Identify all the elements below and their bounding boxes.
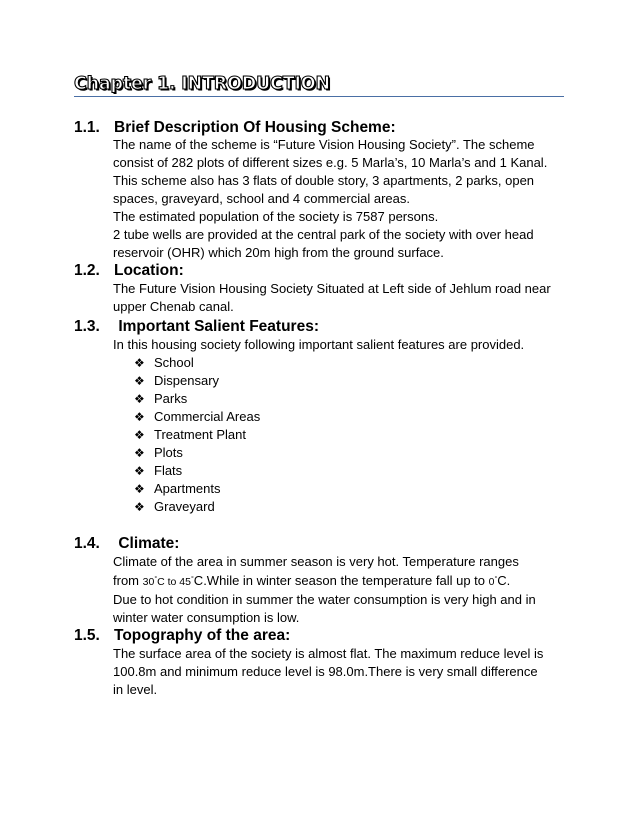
section-title: Important Salient Features: xyxy=(118,318,319,335)
list-item-label: Graveyard xyxy=(154,499,215,514)
temperature-line xyxy=(113,571,573,591)
temp-unit: C xyxy=(193,573,204,588)
temp-unit: C xyxy=(497,573,507,588)
temp-low: 30 xyxy=(142,576,155,588)
list-item-label: Flats xyxy=(154,463,183,478)
temp-winter-value: 0 xyxy=(488,576,495,588)
list-item-label: Apartments xyxy=(154,481,221,496)
body-line: Due to hot condition in summer the water consumption is very high and in xyxy=(113,592,536,607)
temp-winter-text: .While in winter season the temperature fall up to xyxy=(203,573,489,588)
body-line: upper Chenab canal. xyxy=(113,299,234,314)
section-title: Climate: xyxy=(118,535,180,552)
body-line: 2 tube wells are provided at the central park of the society with over head xyxy=(113,227,534,242)
diamond-bullet-icon: ❖ xyxy=(134,410,145,424)
section-number: 1.4. xyxy=(74,535,100,552)
section-heading-1-2 xyxy=(74,262,184,280)
section-number: 1.5. xyxy=(74,627,100,644)
features-list xyxy=(134,354,260,516)
period: . xyxy=(506,573,511,588)
body-line: 100.8m and minimum reduce level is 98.0m.There is very small difference xyxy=(113,664,538,679)
list-item xyxy=(134,498,260,516)
body-line: In this housing society following important salient features are provided. xyxy=(113,337,525,352)
section-body-1-5 xyxy=(113,645,573,699)
body-line: This scheme also has 3 flats of double story, 3 apartments, 2 parks, open xyxy=(113,173,535,188)
section-heading-1-1 xyxy=(74,119,396,137)
list-item-label: School xyxy=(154,355,194,370)
section-body-1-3 xyxy=(113,336,573,354)
list-item xyxy=(134,480,260,498)
body-line: in level. xyxy=(113,682,158,697)
section-body-1-4 xyxy=(113,553,573,627)
degree-symbol: ° xyxy=(154,576,158,583)
title-rule xyxy=(74,96,564,97)
temp-range-text: C to 45 xyxy=(157,576,191,588)
section-title: Topography of the area: xyxy=(114,627,291,644)
section-title: Location: xyxy=(114,262,184,279)
list-item-label: Plots xyxy=(154,445,183,460)
section-number: 1.3. xyxy=(74,318,100,335)
list-item xyxy=(134,462,260,480)
degree-symbol: ° xyxy=(494,576,498,583)
list-item-label: Commercial Areas xyxy=(154,409,261,424)
list-item-label: Parks xyxy=(154,391,188,406)
list-item xyxy=(134,390,260,408)
diamond-bullet-icon: ❖ xyxy=(134,464,145,478)
section-heading-1-4 xyxy=(74,535,179,553)
diamond-bullet-icon: ❖ xyxy=(134,374,145,388)
chapter-title: Chapter 1. INTRODUCTION xyxy=(74,74,330,94)
section-heading-1-5 xyxy=(74,627,290,645)
body-line: winter water consumption is low. xyxy=(113,610,300,625)
diamond-bullet-icon: ❖ xyxy=(134,356,145,370)
section-body-1-2 xyxy=(113,280,573,316)
section-number: 1.2. xyxy=(74,262,100,279)
list-item xyxy=(134,408,260,426)
list-item xyxy=(134,354,260,372)
list-item-label: Dispensary xyxy=(154,373,220,388)
section-heading-1-3 xyxy=(74,318,319,336)
list-item xyxy=(134,444,260,462)
body-line: The name of the scheme is “Future Vision Housing Society”. The scheme xyxy=(113,137,535,152)
diamond-bullet-icon: ❖ xyxy=(134,428,145,442)
diamond-bullet-icon: ❖ xyxy=(134,500,145,514)
body-line: The surface area of the society is almost flat. The maximum reduce level is xyxy=(113,646,544,661)
body-line: consist of 282 plots of different sizes e.g. 5 Marla’s, 10 Marla’s and 1 Kanal. xyxy=(113,155,548,170)
list-item xyxy=(134,426,260,444)
body-line: Climate of the area in summer season is very hot. Temperature ranges xyxy=(113,554,519,569)
section-title: Brief Description Of Housing Scheme: xyxy=(114,119,396,136)
body-line: reservoir (OHR) which 20m high from the ground surface. xyxy=(113,245,444,260)
list-item xyxy=(134,372,260,390)
section-number: 1.1. xyxy=(74,119,100,136)
list-item-label: Treatment Plant xyxy=(154,427,247,442)
section-body-1-1 xyxy=(113,136,573,262)
diamond-bullet-icon: ❖ xyxy=(134,392,145,406)
diamond-bullet-icon: ❖ xyxy=(134,482,145,496)
degree-symbol: ° xyxy=(190,576,194,583)
text-from: from xyxy=(113,573,143,588)
diamond-bullet-icon: ❖ xyxy=(134,446,145,460)
body-line: The Future Vision Housing Society Situated at Left side of Jehlum road near xyxy=(113,281,551,296)
body-line: The estimated population of the society is 7587 persons. xyxy=(113,209,439,224)
body-line: spaces, graveyard, school and 4 commercial areas. xyxy=(113,191,410,206)
